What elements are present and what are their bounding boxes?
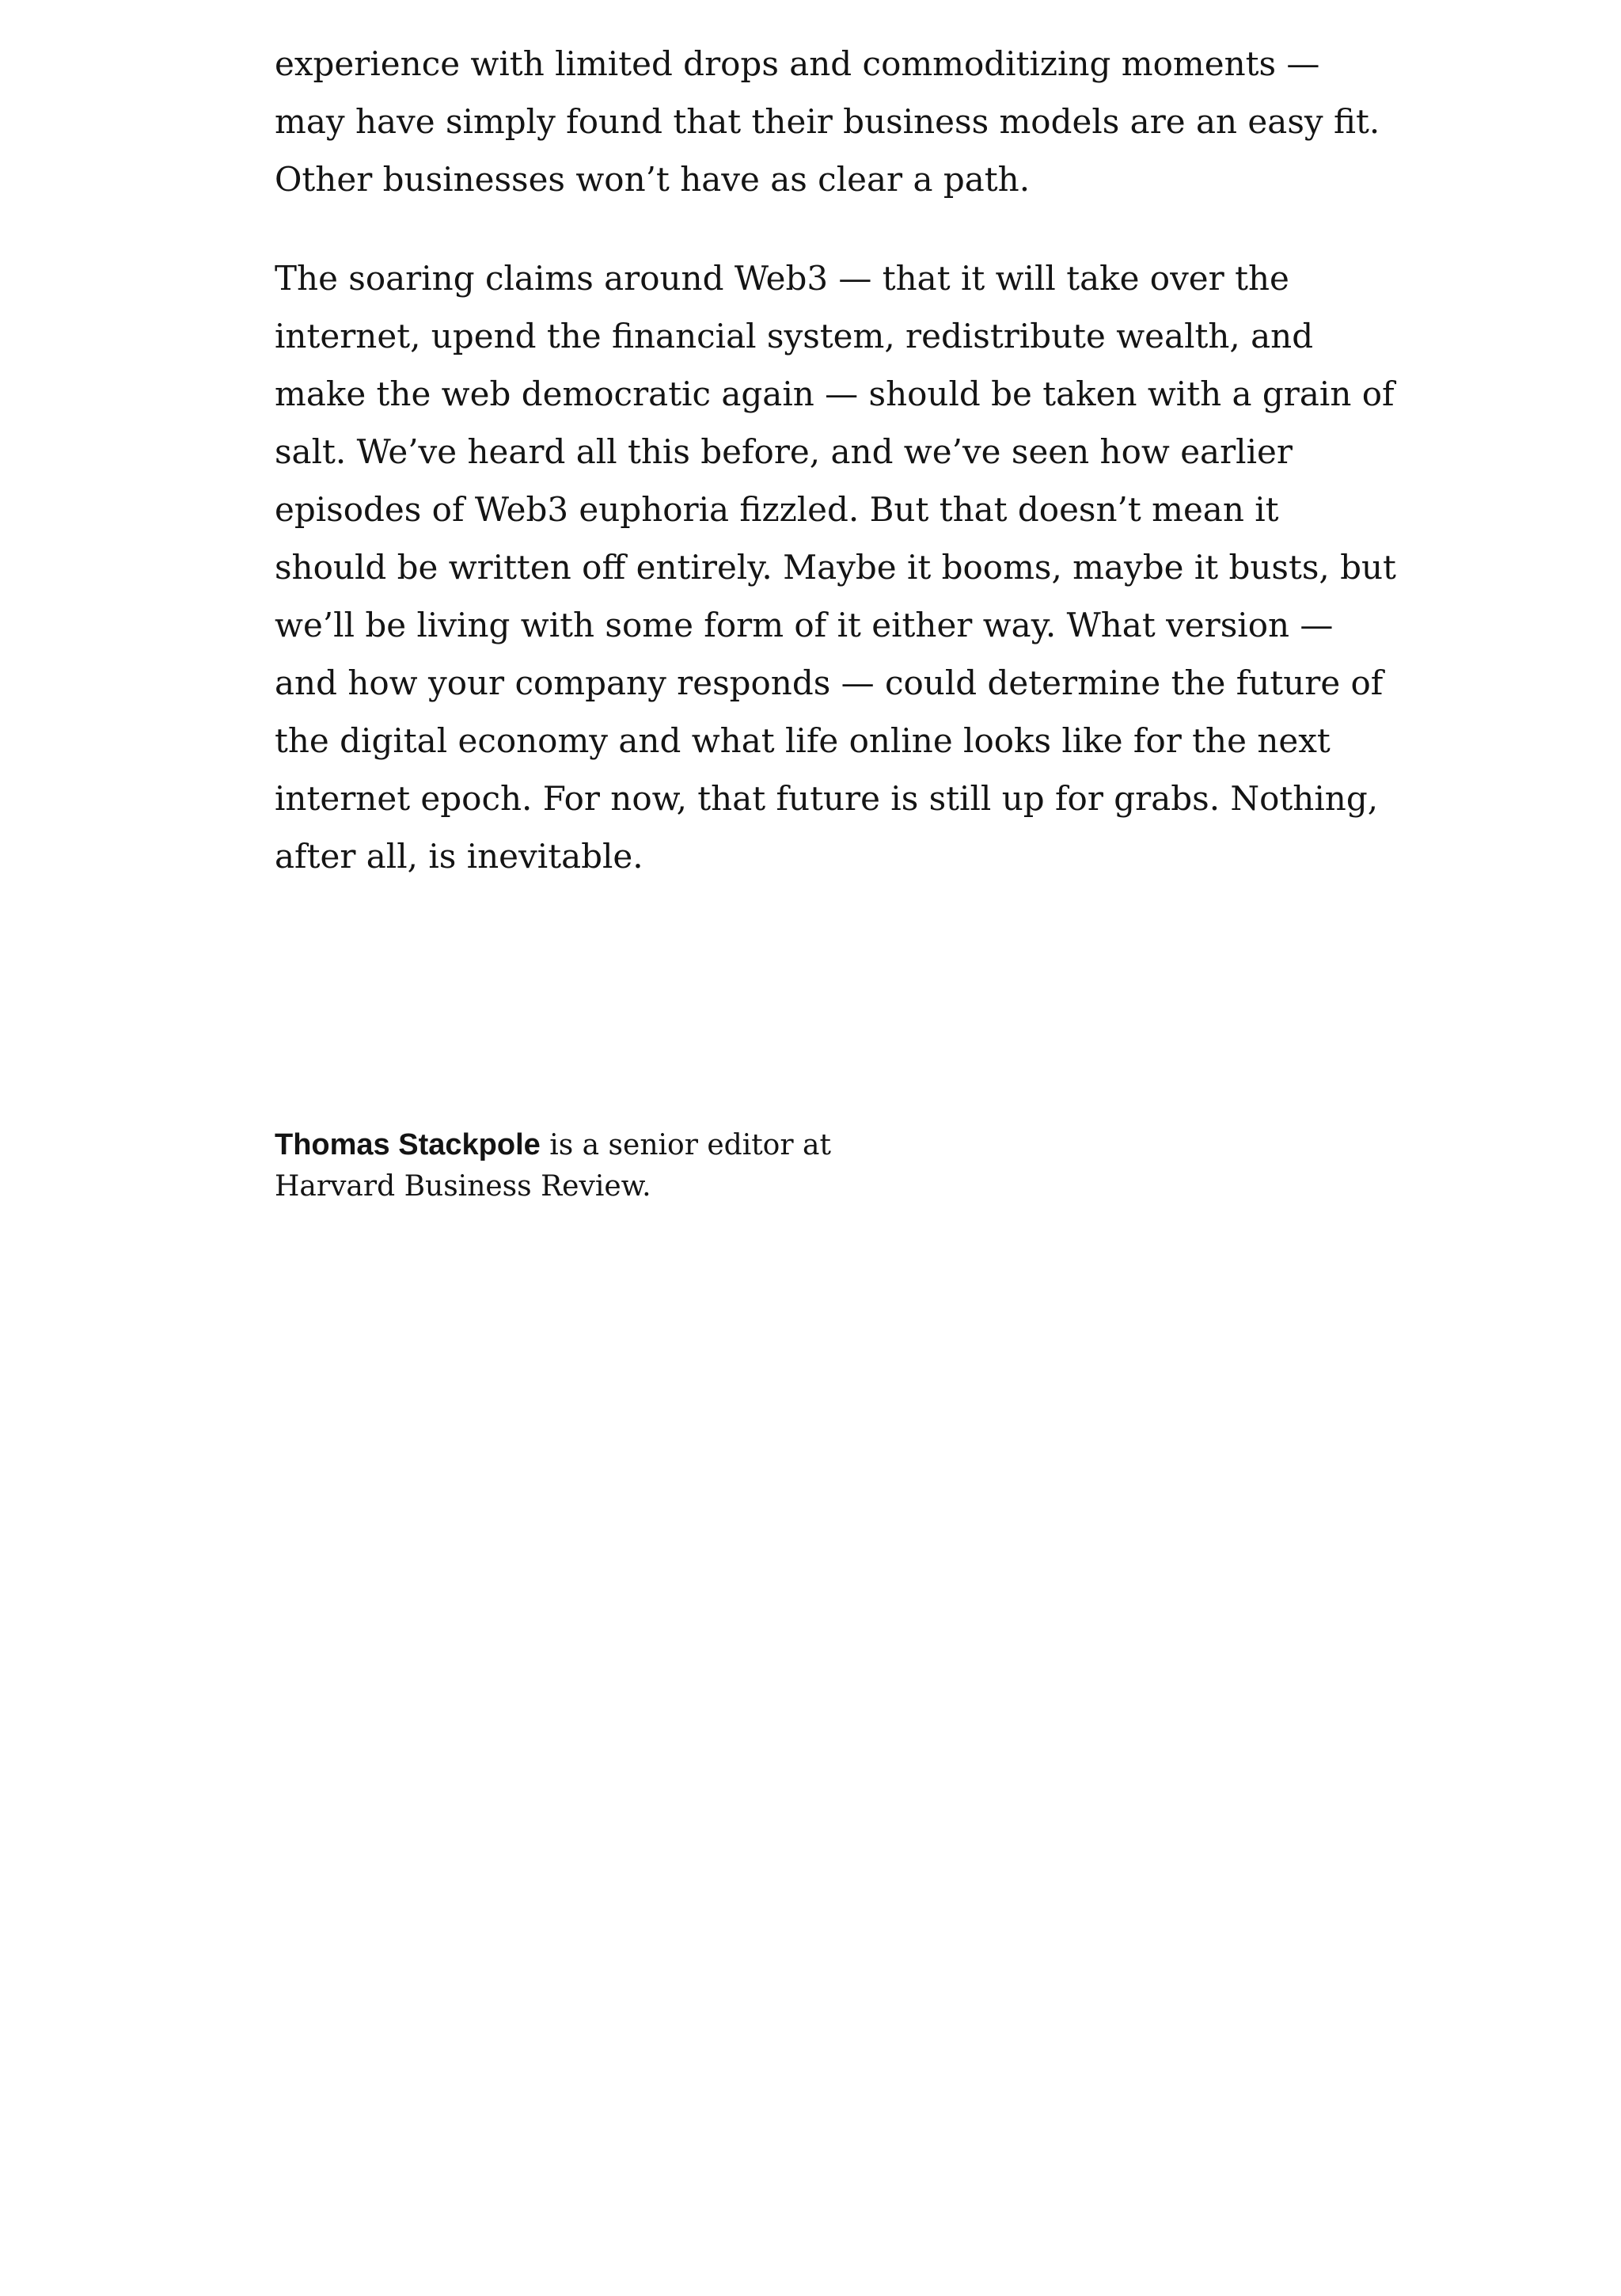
paragraph-line: may have simply found that their business models are an easy fit. bbox=[275, 102, 1380, 141]
paragraph-line: should be written off entirely. Maybe it booms, maybe it busts, but bbox=[275, 548, 1396, 587]
paragraph-line: Other businesses won’t have as clear a path. bbox=[275, 160, 1031, 199]
paragraph-line: we’ll be living with some form of it either way. What version — bbox=[275, 606, 1334, 644]
author-bio-line bbox=[275, 1124, 987, 1166]
paragraph-line: The soaring claims around Web3 — that it will take over the bbox=[275, 259, 1289, 298]
article-paragraph bbox=[275, 249, 1396, 885]
paragraph-line: internet, upend the financial system, redistribute wealth, and bbox=[275, 317, 1314, 355]
article-body bbox=[275, 35, 1396, 885]
paragraph-line: after all, is inevitable. bbox=[275, 837, 643, 876]
paragraph-line: and how your company responds — could determine the future of bbox=[275, 663, 1384, 702]
author-publication: Harvard Business Review. bbox=[275, 1170, 651, 1203]
author-bio bbox=[275, 1124, 987, 1207]
author-name: Thomas Stackpole bbox=[275, 1128, 541, 1161]
author-role: is a senior editor at bbox=[540, 1129, 831, 1161]
paragraph-line: internet epoch. For now, that future is still up for grabs. Nothing, bbox=[275, 779, 1379, 818]
paragraph-line: experience with limited drops and commoditizing moments — bbox=[275, 44, 1320, 83]
paragraph-line: salt. We’ve heard all this before, and we’ve seen how earlier bbox=[275, 432, 1293, 471]
paragraph-line: episodes of Web3 euphoria fizzled. But that doesn’t mean it bbox=[275, 490, 1279, 529]
paragraph-line: make the web democratic again — should be taken with a grain of bbox=[275, 374, 1395, 413]
article-paragraph bbox=[275, 35, 1380, 208]
paragraph-line: the digital economy and what life online looks like for the next bbox=[275, 721, 1331, 760]
